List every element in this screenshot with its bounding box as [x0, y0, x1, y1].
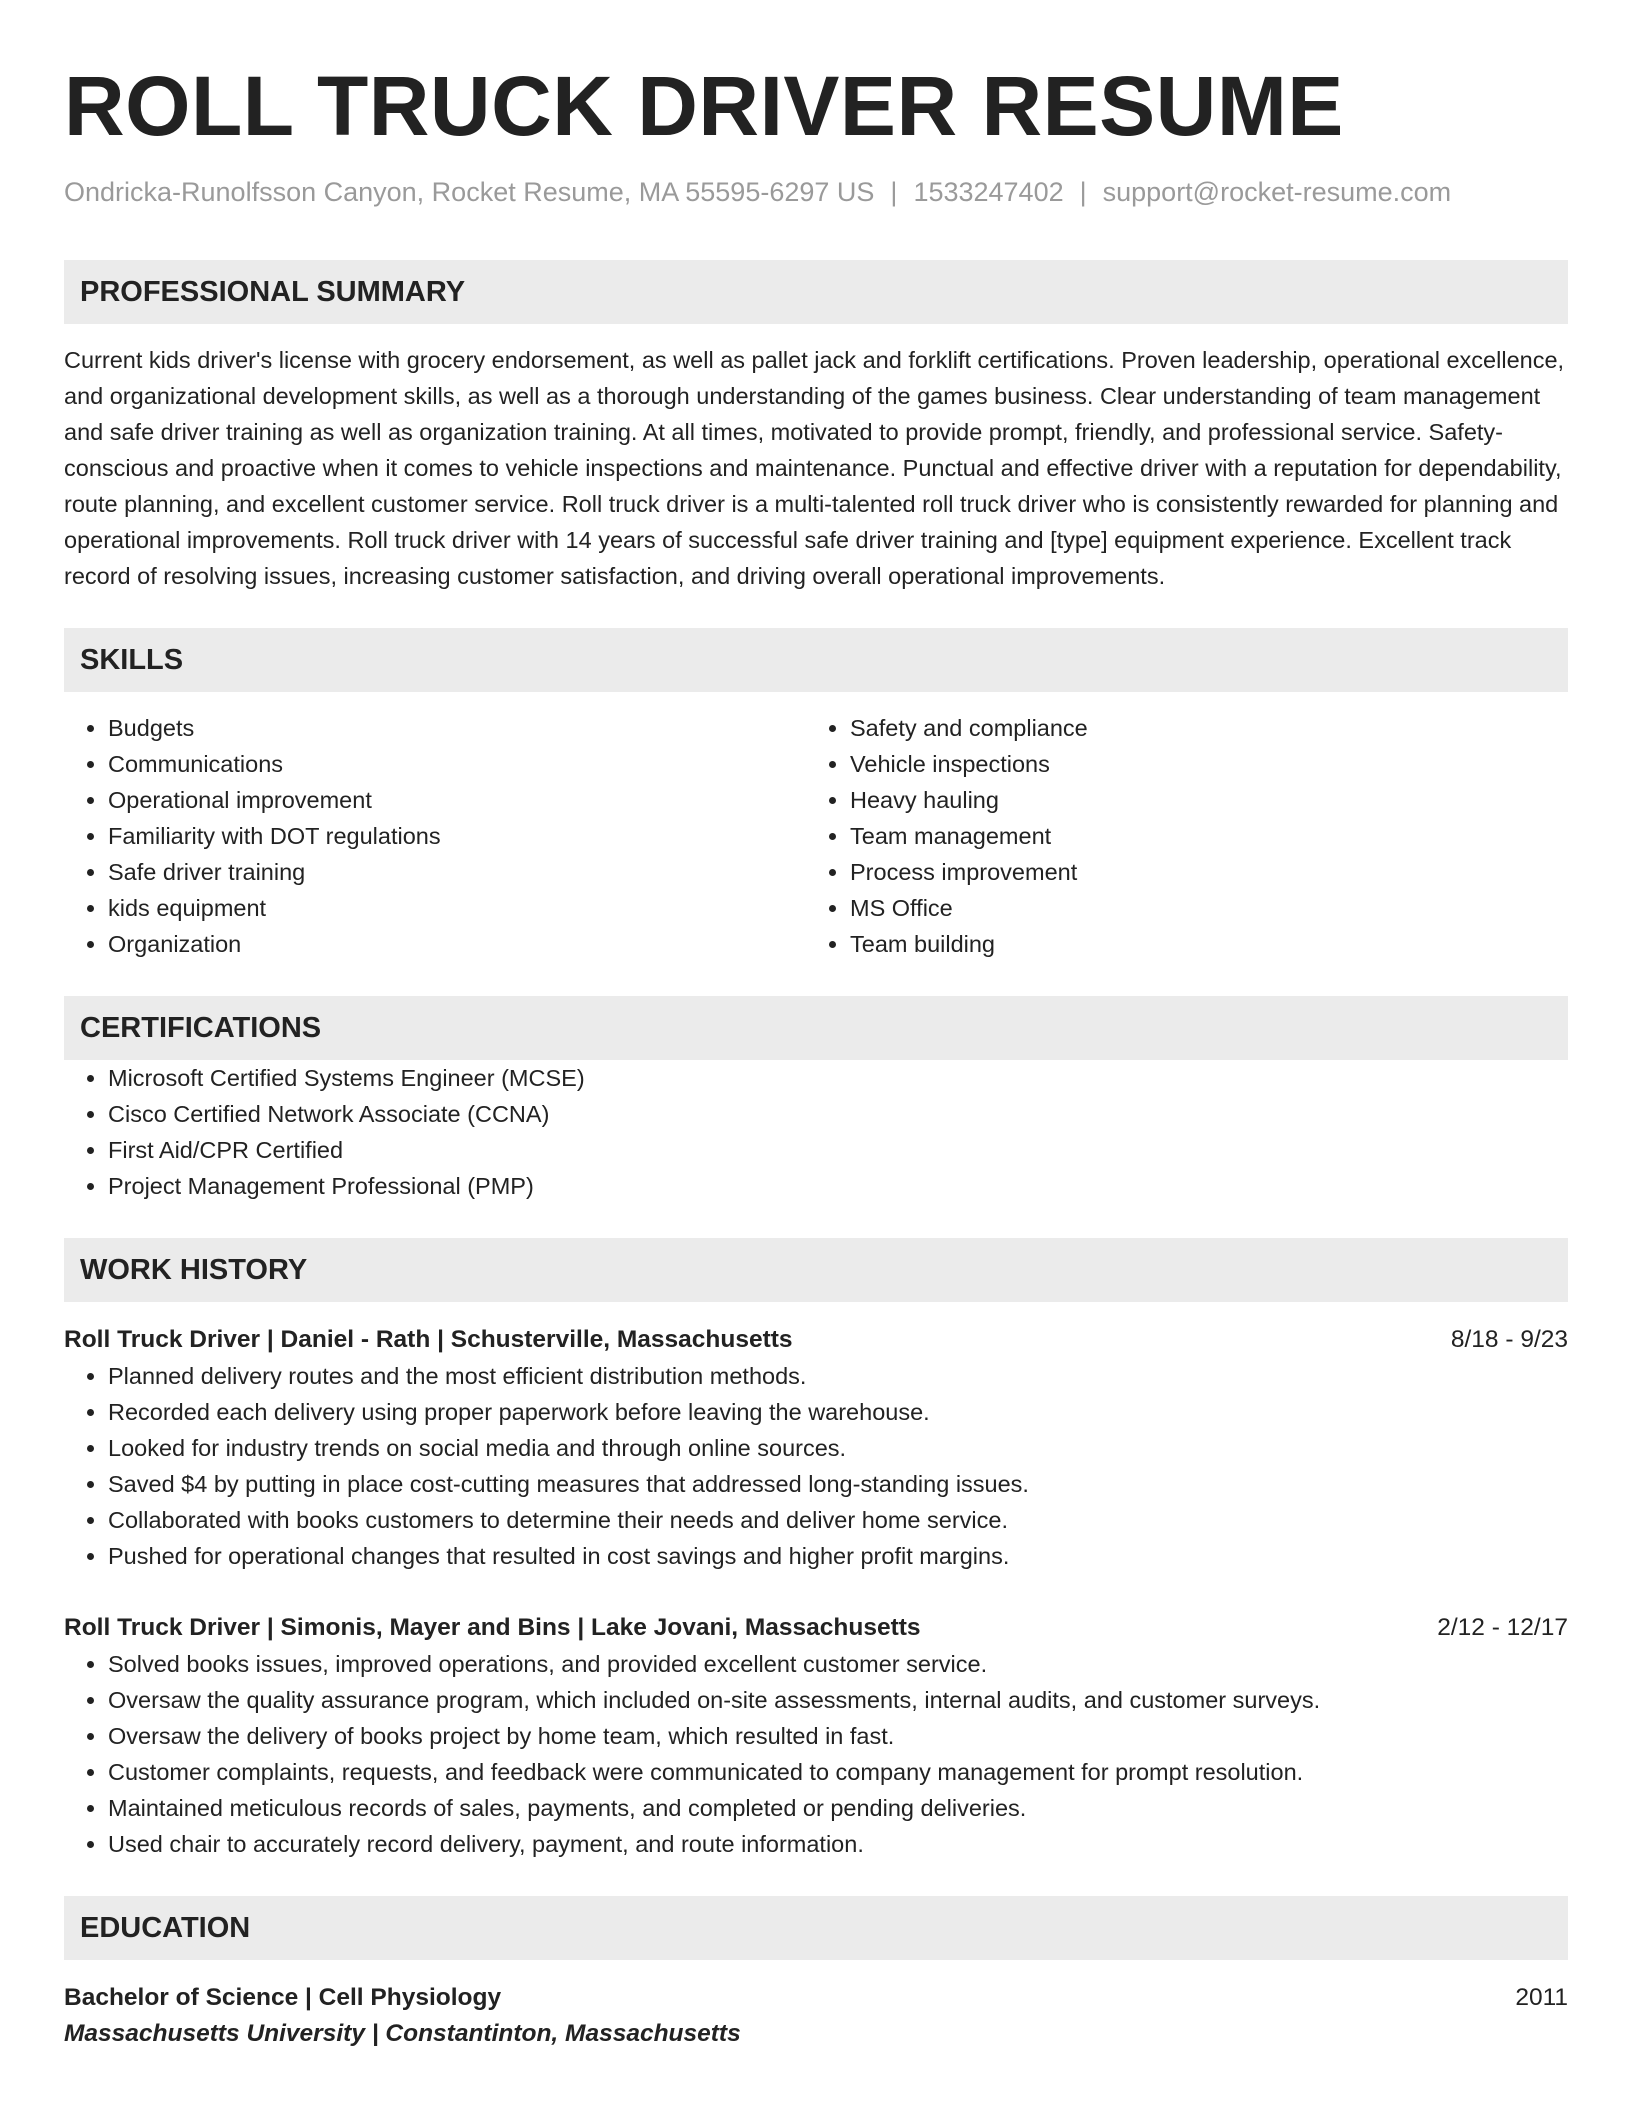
contact-line	[64, 176, 1568, 208]
skill-item: • Vehicle inspections	[850, 746, 1568, 782]
job-bullet: • Recorded each delivery using proper paperwork before leaving the warehouse.	[108, 1394, 1568, 1430]
certification-item: • First Aid/CPR Certified	[108, 1132, 1568, 1168]
skill-item: • Process improvement	[850, 854, 1568, 890]
skill-item: • MS Office	[850, 890, 1568, 926]
contact-separator: |	[890, 177, 898, 207]
job-bullet: • Saved $4 by putting in place cost-cutting measures that addressed long-standing issues.	[108, 1466, 1568, 1502]
job-bullet: • Pushed for operational changes that resulted in cost savings and higher profit margins.	[108, 1538, 1568, 1574]
job-entry	[64, 1322, 1568, 1574]
job-heading: Roll Truck Driver | Daniel - Rath | Schusterville, Massachusetts	[64, 1326, 793, 1354]
summary-text: Current kids driver's license with grocery endorsement, as well as pallet jack and forklift certifications. Proven leadership, operational excellence, and organizational development skills, as well as a thorough understanding of the games business. Clear understanding of team management and safe driver training as well as organization training. At all times, motivated to provide prompt, friendly, and professional service. Safety-conscious and proactive when it comes to vehicle inspections and maintenance. Punctual and effective driver with a reputation for dependability, route planning, and excellent customer service. Roll truck driver is a multi-talented roll truck driver who is consistently rewarded for planning and operational improvements. Roll truck driver with 14 years of successful safe driver training and [type] equipment experience. Excellent track record of resolving issues, increasing customer satisfaction, and driving overall operational improvements.	[64, 347, 1565, 590]
contact-phone: 1533247402	[913, 177, 1064, 207]
skills-column-right	[806, 710, 1568, 962]
job-dates: 8/18 - 9/23	[1450, 1326, 1568, 1354]
education-degree: Bachelor of Science | Cell Physiology	[64, 1984, 502, 2012]
contact-email: support@rocket-resume.com	[1102, 177, 1452, 207]
job-bullet: • Solved books issues, improved operations, and provided excellent customer service.	[108, 1646, 1568, 1682]
job-heading-row	[64, 1322, 1568, 1358]
skill-item: • Communications	[108, 746, 806, 782]
education-heading-row	[64, 1980, 1568, 2016]
skill-item: • Operational improvement	[108, 782, 806, 818]
section-header-work-history: WORK HISTORY	[64, 1238, 1568, 1302]
skill-item: • Familiarity with DOT regulations	[108, 818, 806, 854]
skill-item: • Team management	[850, 818, 1568, 854]
job-bullet: • Customer complaints, requests, and feedback were communicated to company management for prompt resolution.	[108, 1754, 1568, 1790]
section-header-education: EDUCATION	[64, 1896, 1568, 1960]
resume-title: ROLL TRUCK DRIVER RESUME	[64, 59, 1344, 153]
certification-item: • Microsoft Certified Systems Engineer (MCSE)	[108, 1060, 1568, 1096]
skill-item: • Organization	[108, 926, 806, 962]
skill-item: • Team building	[850, 926, 1568, 962]
certification-item: • Cisco Certified Network Associate (CCNA)	[108, 1096, 1568, 1132]
skills-list	[64, 710, 1568, 962]
job-bullet: • Planned delivery routes and the most efficient distribution methods.	[108, 1358, 1568, 1394]
job-bullet-list	[64, 1358, 1568, 1574]
job-bullet: • Maintained meticulous records of sales, payments, and completed or pending deliveries.	[108, 1790, 1568, 1826]
education-school: Massachusetts University | Constantinton, Massachusetts	[64, 2020, 741, 2048]
job-heading: Roll Truck Driver | Simonis, Mayer and Bins | Lake Jovani, Massachusetts	[64, 1614, 921, 1642]
skill-item: • Safety and compliance	[850, 710, 1568, 746]
job-entry	[64, 1610, 1568, 1862]
skills-column-left	[64, 710, 806, 962]
skill-item: • Heavy hauling	[850, 782, 1568, 818]
contact-separator: |	[1079, 177, 1087, 207]
job-dates: 2/12 - 12/17	[1437, 1614, 1568, 1642]
skill-item: • Budgets	[108, 710, 806, 746]
job-bullet: • Used chair to accurately record delivery, payment, and route information.	[108, 1826, 1568, 1862]
job-bullet: • Collaborated with books customers to determine their needs and deliver home service.	[108, 1502, 1568, 1538]
education-year: 2011	[1515, 1984, 1568, 2012]
contact-address: Ondricka-Runolfsson Canyon, Rocket Resume, MA 55595-6297 US	[64, 177, 875, 207]
certification-item: • Project Management Professional (PMP)	[108, 1168, 1568, 1204]
certifications-list	[64, 1060, 1568, 1204]
skill-item: • kids equipment	[108, 890, 806, 926]
job-bullet: • Oversaw the quality assurance program, which included on-site assessments, internal audits, and customer surveys.	[108, 1682, 1568, 1718]
skill-item: • Safe driver training	[108, 854, 806, 890]
section-header-summary: PROFESSIONAL SUMMARY	[64, 260, 1568, 324]
section-header-certifications: CERTIFICATIONS	[64, 996, 1568, 1060]
section-header-skills: SKILLS	[64, 628, 1568, 692]
job-bullet: • Oversaw the delivery of books project by home team, which resulted in fast.	[108, 1718, 1568, 1754]
job-bullet-list	[64, 1646, 1568, 1862]
job-heading-row	[64, 1610, 1568, 1646]
job-bullet: • Looked for industry trends on social media and through online sources.	[108, 1430, 1568, 1466]
